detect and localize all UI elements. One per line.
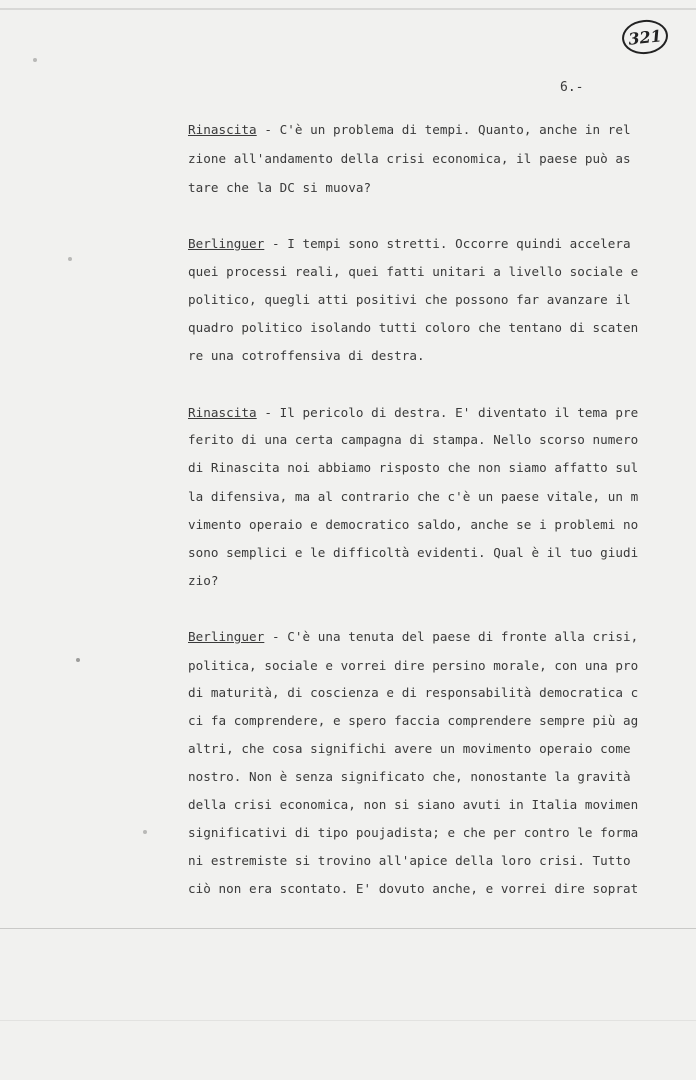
- speaker-name: Berlinguer: [188, 236, 265, 251]
- text-line: significativi di tipo poujadista; e che per contro le forma: [188, 825, 639, 840]
- text-line: Berlinguer - I tempi sono stretti. Occorre quindi accelera: [188, 236, 631, 251]
- paper-speck: [68, 257, 72, 261]
- paper-speck: [33, 58, 37, 62]
- text-line: zione all'andamento della crisi economica, il paese può as: [188, 151, 631, 166]
- text-line: vimento operaio e democratico saldo, anche se i problemi no: [188, 517, 639, 532]
- text-line: ni estremiste si trovino all'apice della loro crisi. Tutto: [188, 853, 631, 868]
- text-line: di maturità, di coscienza e di responsabilità democratica c: [188, 685, 639, 700]
- page-number: 6.-: [560, 80, 584, 95]
- text-line: Rinascita - Il pericolo di destra. E' diventato il tema pre: [188, 405, 639, 420]
- text-line: nostro. Non è senza significato che, nonostante la gravità: [188, 769, 631, 784]
- text-line: politico, quegli atti positivi che possono far avanzare il: [188, 292, 631, 307]
- text-line: tare che la DC si muova?: [188, 180, 372, 195]
- text-line: ciò non era scontato. E' dovuto anche, e vorrei dire soprat: [188, 881, 639, 896]
- text-line: zio?: [188, 573, 219, 588]
- paper-speck: [143, 830, 147, 834]
- text-line: quadro politico isolando tutti coloro che tentano di scaten: [188, 320, 639, 335]
- paper-speck: [76, 658, 80, 662]
- text-line: della crisi economica, non si siano avuti in Italia movimen: [188, 797, 639, 812]
- text-line: di Rinascita noi abbiamo risposto che non siamo affatto sul: [188, 460, 639, 475]
- stamp-number: 321: [627, 25, 663, 49]
- text-line: sono semplici e le difficoltà evidenti. Qual è il tuo giudi: [188, 545, 639, 560]
- text-line: ferito di una certa campagna di stampa. Nello scorso numero: [188, 432, 639, 447]
- page-bottom-rule: [0, 1020, 696, 1021]
- text-line: re una cotroffensiva di destra.: [188, 348, 425, 363]
- page-bottom-rule: [0, 928, 696, 929]
- page-stamp: [620, 18, 669, 57]
- text-line: politica, sociale e vorrei dire persino morale, con una pro: [188, 658, 639, 673]
- speaker-name: Rinascita: [188, 122, 257, 137]
- text-line: Berlinguer - C'è una tenuta del paese di fronte alla crisi,: [188, 629, 639, 644]
- text-line: Rinascita - C'è un problema di tempi. Quanto, anche in rel: [188, 122, 631, 137]
- text-line: ci fa comprendere, e spero faccia comprendere sempre più ag: [188, 713, 639, 728]
- text-line: quei processi reali, quei fatti unitari a livello sociale e: [188, 264, 639, 279]
- text-line: la difensiva, ma al contrario che c'è un paese vitale, un m: [188, 489, 639, 504]
- text-line: altri, che cosa significhi avere un movimento operaio come: [188, 741, 631, 756]
- page-top-edge: [0, 8, 696, 10]
- speaker-name: Rinascita: [188, 405, 257, 420]
- speaker-name: Berlinguer: [188, 629, 265, 644]
